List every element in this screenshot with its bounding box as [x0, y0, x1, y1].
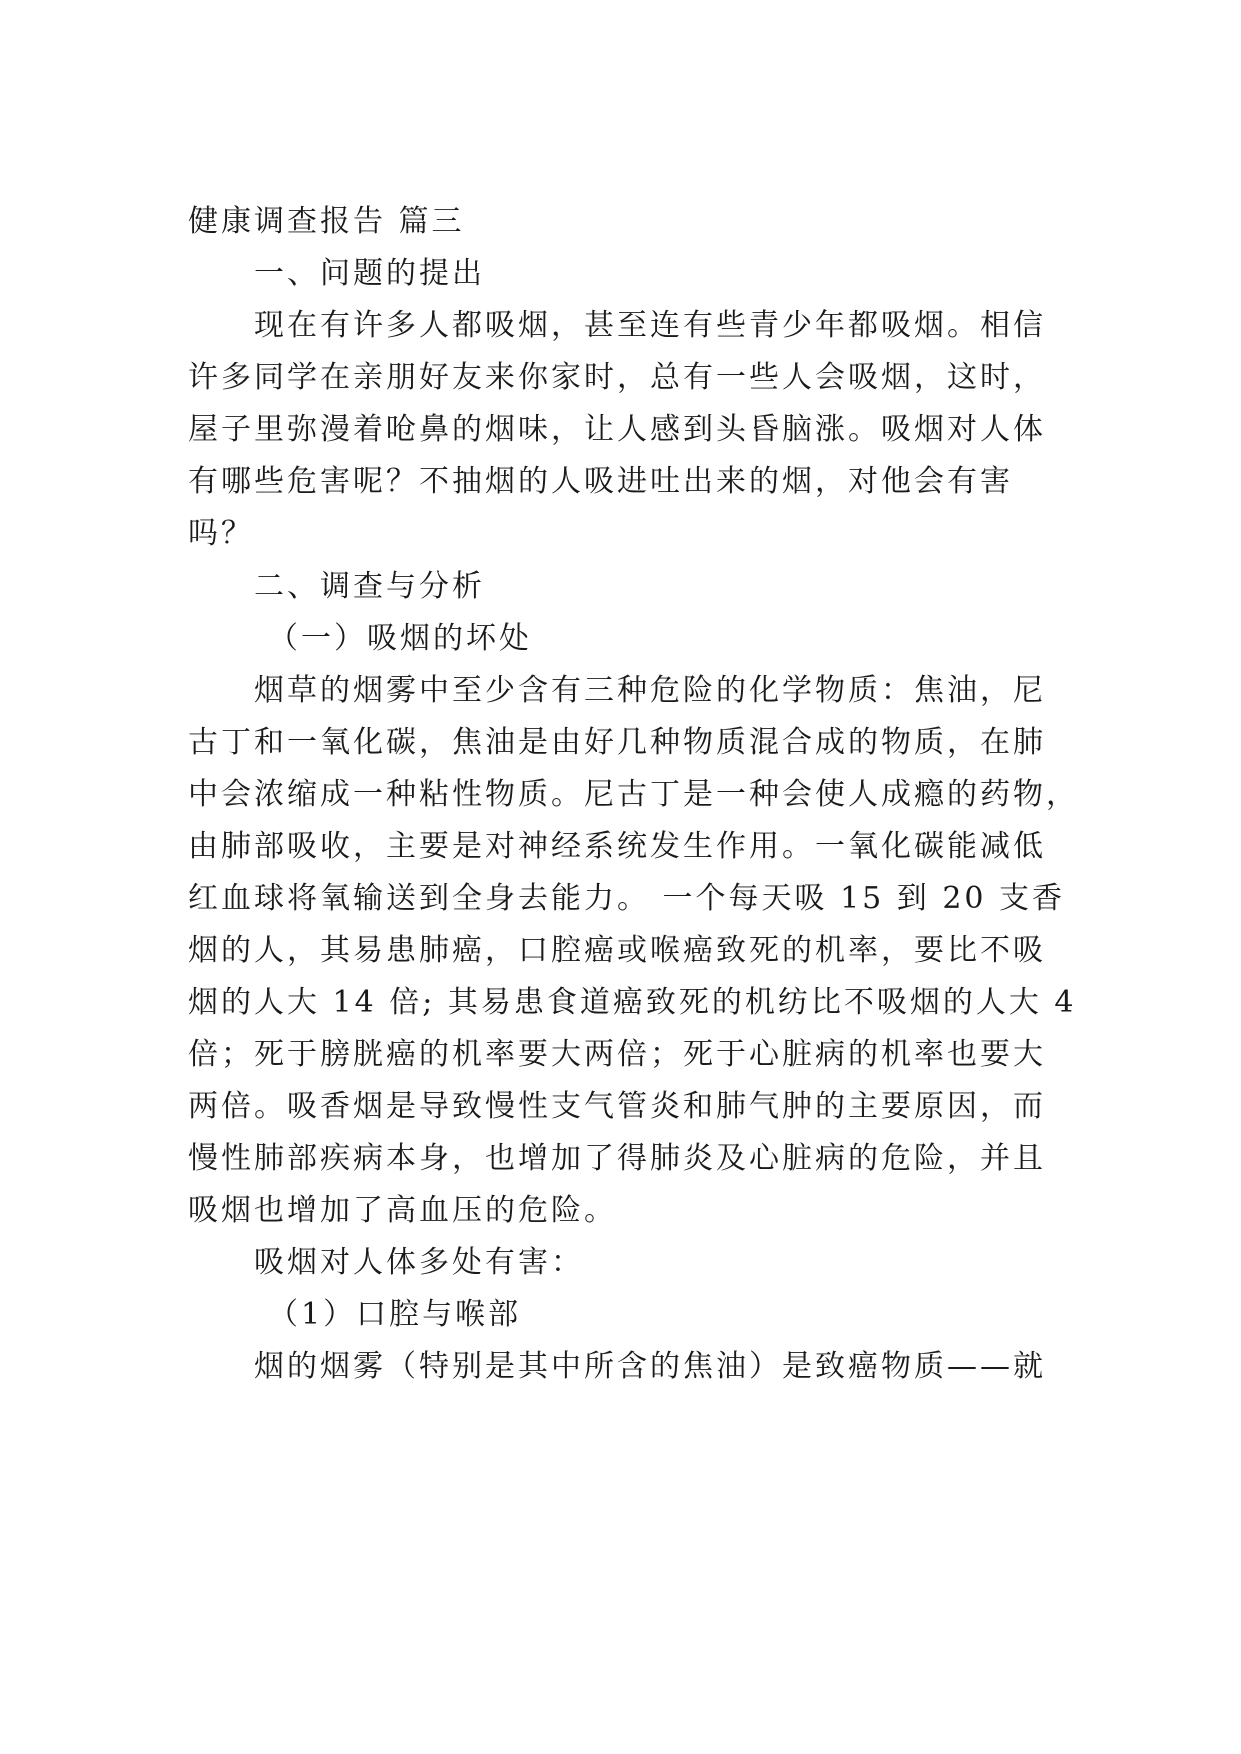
paragraph-line: 吸烟也增加了高血压的危险。 — [188, 1193, 617, 1228]
paragraph-line: 烟的人大 14 倍; 其易患食道癌致死的机纺比不吸烟的人大 4 — [188, 985, 1077, 1020]
paragraph-line: 烟草的烟雾中至少含有三种危险的化学物质：焦油，尼 — [254, 673, 1046, 708]
section-heading-2: 二、调查与分析 — [254, 569, 485, 604]
paragraph-line: 有哪些危害呢？不抽烟的人吸进吐出来的烟，对他会有害 — [188, 464, 1013, 499]
paragraph-line: 吸烟对人体多处有害： — [254, 1245, 584, 1280]
paragraph-line: 烟的烟雾（特别是其中所含的焦油）是致癌物质——就 — [254, 1349, 1046, 1384]
section-heading-1: 一、问题的提出 — [254, 256, 485, 291]
paragraph-line: 由肺部吸收，主要是对神经系统发生作用。一氧化碳能减低 — [188, 829, 1046, 864]
paragraph-line: 古丁和一氧化碳，焦油是由好几种物质混合成的物质，在肺 — [188, 725, 1046, 760]
paragraph-line: 倍；死于膀胱癌的机率要大两倍；死于心脏病的机率也要大 — [188, 1037, 1046, 1072]
paragraph-line: 红血球将氧输送到全身去能力。 一个每天吸 15 到 20 支香 — [188, 881, 1066, 916]
document-title: 健康调查报告 篇三 — [188, 204, 465, 239]
paragraph-line: 吗？ — [188, 516, 254, 551]
subsection-heading: （一）吸烟的坏处 — [268, 621, 532, 656]
paragraph-line: 慢性肺部疾病本身，也增加了得肺炎及心脏病的危险，并且 — [188, 1141, 1046, 1176]
paragraph-line: 许多同学在亲朋好友来你家时，总有一些人会吸烟，这时， — [188, 360, 1046, 395]
paragraph-line: 屋子里弥漫着呛鼻的烟味，让人感到头昏脑涨。吸烟对人体 — [188, 412, 1046, 447]
paragraph-line: 中会浓缩成一种粘性物质。尼古丁是一种会使人成瘾的药物， — [188, 777, 1079, 812]
paragraph-line: 两倍。吸香烟是导致慢性支气管炎和肺气肿的主要原因，而 — [188, 1089, 1046, 1124]
paragraph-line: 现在有许多人都吸烟，甚至连有些青少年都吸烟。相信 — [254, 308, 1046, 343]
subsection-heading: （1）口腔与喉部 — [268, 1297, 522, 1332]
paragraph-line: 烟的人，其易患肺癌，口腔癌或喉癌致死的机率，要比不吸 — [188, 933, 1046, 968]
